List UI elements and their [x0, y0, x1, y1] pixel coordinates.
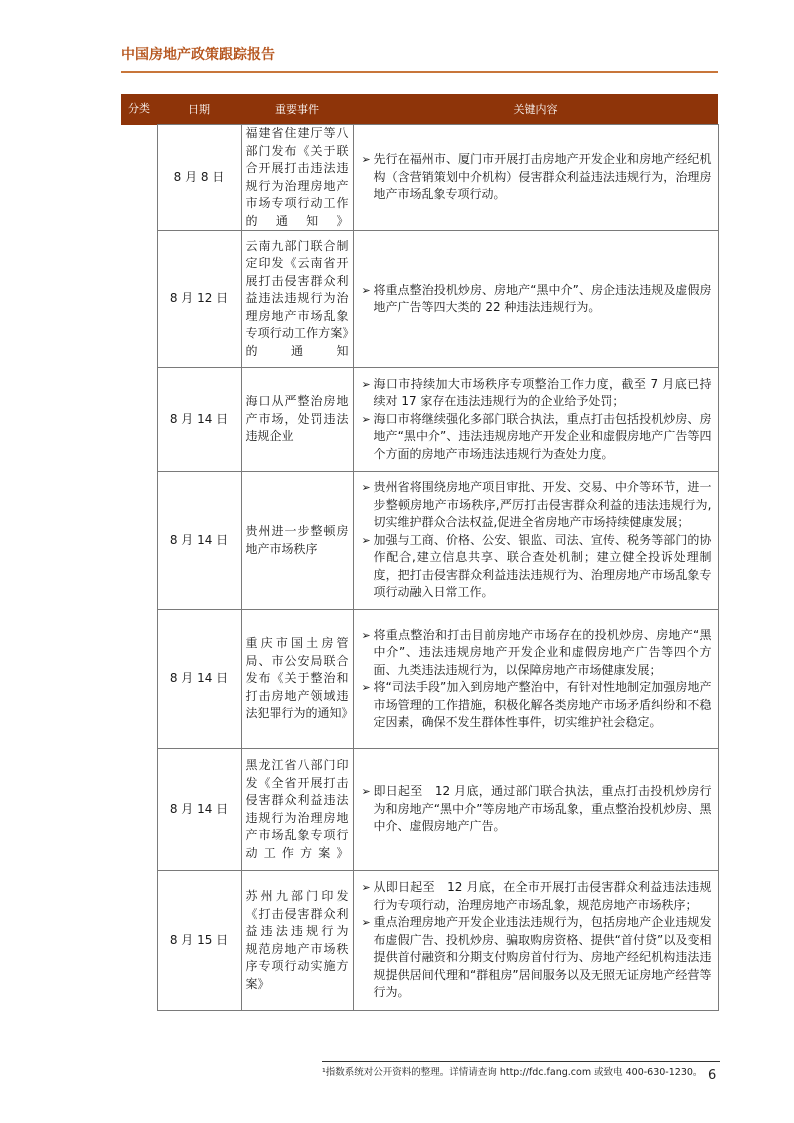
category-cell — [121, 125, 157, 1011]
table-row — [121, 472, 718, 610]
event-title: 重庆市国土房管局、市公安局联合发布《关于整治和打击房地产领域违法犯罪行为的通知》 — [241, 610, 353, 749]
list-item: ➢ 将重点整治投机炒房、房地产“黑中介”、房企违法违规及虚假房地产广告等四大类的 22 种违法违规行为。 — [362, 282, 712, 317]
arrow-bullet-icon: ➢ — [361, 628, 371, 642]
arrow-bullet-icon: ➢ — [361, 533, 371, 547]
arrow-bullet-icon: ➢ — [361, 681, 371, 694]
event-title: 贵州进一步整顿房地产市场秩序 — [241, 472, 353, 610]
table-row — [121, 871, 718, 1011]
list-item: ➢ 从即日起至 12 月底，在全市开展打击侵害群众利益违法违规行为专项行动，治理房地产市场乱象，规范房地产市场秩序； — [362, 879, 712, 914]
event-date: 8 月 8 日 — [157, 125, 241, 231]
table-row — [121, 231, 718, 368]
header-content: 关键内容 — [353, 94, 718, 125]
arrow-bullet-icon: ➢ — [361, 881, 371, 895]
event-content — [353, 125, 718, 231]
policy-events-table — [121, 94, 719, 1011]
event-title: 海口从严整治房地产市场，处罚违法违规企业 — [241, 368, 353, 472]
event-title: 福建省住建厅等八部门发布《关于联合开展打击违法违规行为治理房地产市场专项行动工作的通知》 — [241, 125, 353, 231]
list-item: ➢ 即日起至 12 月底，通过部门联合执法，重点打击投机炒房行为和房地产“黑中介”等房地产市场乱象，重点整治投机炒房、黑中介、虚假房地产广告。 — [362, 783, 712, 836]
report-title: 中国房地产政策跟踪报告 — [121, 47, 275, 63]
event-content — [353, 368, 718, 472]
list-item: ➢ 加强与工商、价格、公安、银监、司法、宣传、税务等部门的协作配合,建立信息共享、联合查处机制；建立健全投诉处理制度，把打击侵害群众利益违法违规行为、治理房地产市场乱象专项行动融入日常工作。 — [362, 532, 712, 602]
event-content — [353, 871, 718, 1011]
list-item: ➢ 海口市持续加大市场秩序专项整治工作力度，截至 7 月底已持续对 17 家存在违法违规行为的企业给予处罚； — [362, 376, 712, 411]
arrow-bullet-icon: ➢ — [361, 785, 371, 799]
header-divider — [121, 71, 718, 73]
list-item: ➢ 海口市将继续强化多部门联合执法，重点打击包括投机炒房、房地产“黑中介”、违法违规房地产开发企业和虚假房地产广告等四个方面的房地产市场违法违规行为查处力度。 — [362, 411, 712, 464]
event-date: 8 月 14 日 — [157, 368, 241, 472]
table-row — [121, 368, 718, 472]
arrow-bullet-icon: ➢ — [361, 481, 371, 495]
event-title: 苏州九部门印发《打击侵害群众利益违法违规行为 规范房地产市场秩序专项行动实施方案》 — [241, 871, 353, 1011]
table-row — [121, 125, 718, 231]
list-item: ➢ 重点治理房地产开发企业违法违规行为，包括房地产企业违规发布虚假广告、投机炒房、骗取购房资格、提供“首付贷”以及变相提供首付融资和分期支付购房首付行为、房地产经纪机构违法违规提供居间代理和“群租房”居间服务以及无照无证房地产经营等行为。 — [362, 914, 712, 1002]
event-title: 云南九部门联合制定印发《云南省开展打击侵害群众利益违法违规行为治理房地产市场乱象专项行动工作方案》的通知 — [241, 231, 353, 368]
event-content — [353, 472, 718, 610]
list-item: ➢ 贵州省将围绕房地产项目审批、开发、交易、中介等环节，进一步整顿房地产市场秩序,严厉打击侵害群众利益的违法违规行为,切实维护群众合法权益,促进全省房地产市场持续健康发展； — [362, 479, 712, 532]
header-category: 分类 — [121, 94, 157, 125]
event-date: 8 月 15 日 — [157, 871, 241, 1011]
list-item: ➢ 先行在福州市、厦门市开展打击房地产开发企业和房地产经纪机构（含营销策划中介机构）侵害群众利益违法违规行为，治理房地产市场乱象专项行动。 — [362, 151, 712, 204]
arrow-bullet-icon: ➢ — [361, 153, 371, 167]
table-row — [121, 749, 718, 871]
event-content — [353, 231, 718, 368]
list-item: ➢ 将重点整治和打击目前房地产市场存在的投机炒房、房地产“黑中介”、违法违规房地产开发企业和虚假房地产广告等四个方面、九类违法违规行为，以保障房地产市场健康发展； — [362, 627, 712, 680]
event-content — [353, 610, 718, 749]
page-number: 6 — [708, 1068, 717, 1083]
event-date: 8 月 14 日 — [157, 749, 241, 871]
arrow-bullet-icon: ➢ — [361, 916, 371, 930]
event-title: 黑龙江省八部门印发《全省开展打击侵害群众利益违法违规行为治理房地产市场乱象专项行动工作方案》 — [241, 749, 353, 871]
footnote-divider — [322, 1061, 720, 1062]
list-item: ➢ 将“司法手段”加入到房地产整治中，有针对性地制定加强房地产市场管理的工作措施，积极化解各类房地产市场矛盾纠纷和不稳定因素，确保不发生群体性事件，切实维护社会稳定。 — [362, 679, 712, 732]
event-date: 8 月 12 日 — [157, 231, 241, 368]
header-date: 日期 — [157, 94, 241, 125]
arrow-bullet-icon: ➢ — [361, 412, 371, 426]
event-date: 8 月 14 日 — [157, 472, 241, 610]
arrow-bullet-icon: ➢ — [361, 377, 371, 391]
event-date: 8 月 14 日 — [157, 610, 241, 749]
table-header-row — [121, 94, 718, 125]
table-row — [121, 610, 718, 749]
event-content — [353, 749, 718, 871]
footnote: ¹指数系统对公开资料的整理。详情请查询 http://fdc.fang.com 或致电 400-630-1230。 — [322, 1067, 703, 1078]
header-event: 重要事件 — [241, 94, 353, 125]
arrow-bullet-icon: ➢ — [361, 283, 371, 297]
